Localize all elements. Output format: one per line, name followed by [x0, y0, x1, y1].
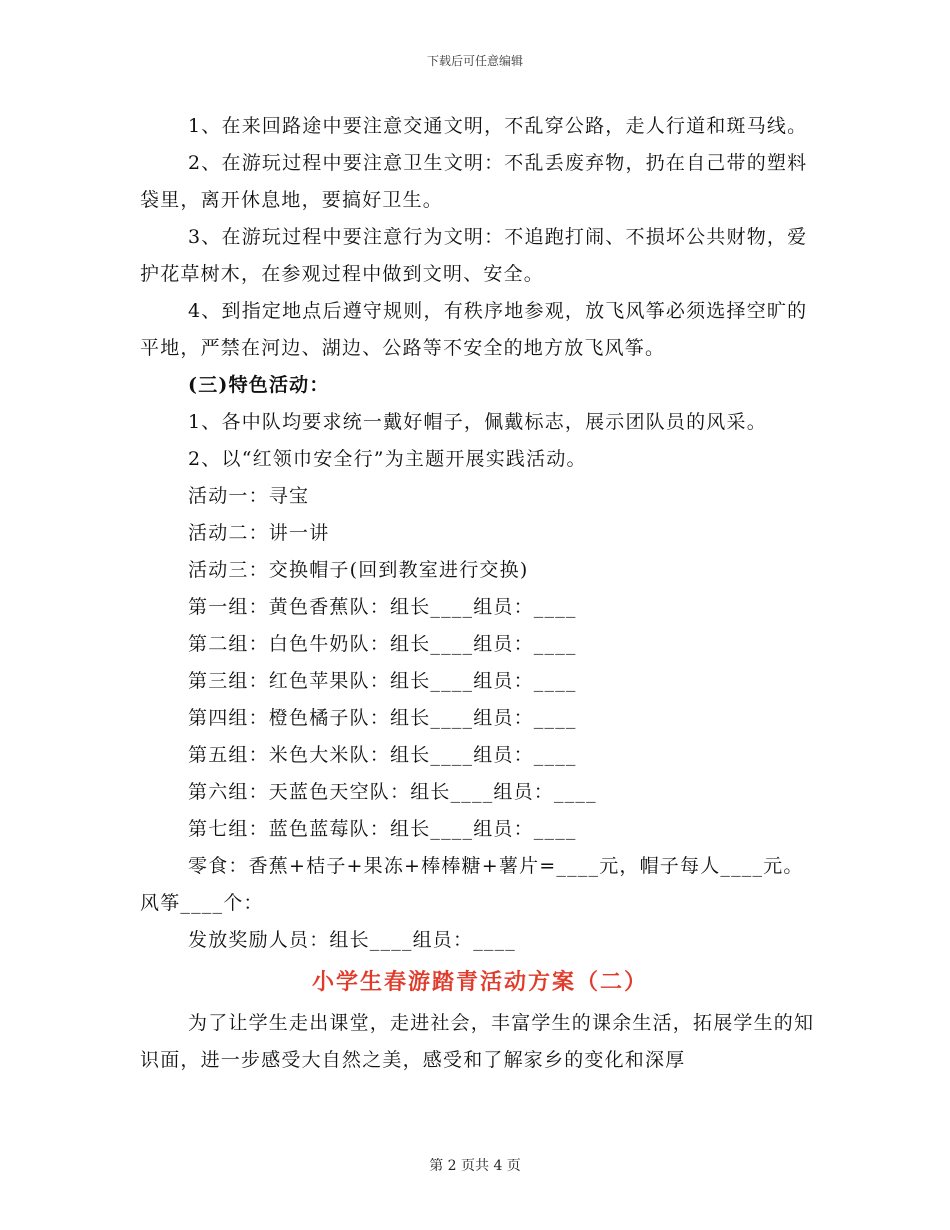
- section-title: 小学生春游踏青活动方案（二）: [311, 969, 648, 995]
- activity-three: 活动三：交换帽子(回到教室进行交换): [188, 559, 529, 581]
- rule-visit: 4、到指定地点后遵守规则，有秩序地参观，放飞风筝必须选择空旷的平地，严禁在河边、湖边、公路等不安全的地方放飞风筝。: [140, 300, 808, 359]
- group-7: 第七组：蓝色蓝莓队：组长____组员：____: [188, 818, 577, 840]
- activity-two: 活动二：讲一讲: [188, 522, 330, 544]
- page-footer: 第 2 页共 4 页: [429, 1158, 521, 1174]
- activity-item-hats: 1、各中队均要求统一戴好帽子，佩戴标志，展示团队员的风采。: [188, 411, 767, 433]
- group-5: 第五组：米色大米队：组长____组员：____: [188, 744, 577, 766]
- section-heading-special-activities: (三)特色活动：: [188, 374, 330, 396]
- activity-item-theme: 2、以“红领巾安全行”为主题开展实践活动。: [188, 448, 587, 470]
- document-body: [140, 108, 820, 1079]
- snacks-budget: 零食：香蕉+桔子+果冻+棒棒糖+薯片=____元，帽子每人____元。风筝____个：: [140, 855, 804, 914]
- rule-behavior: 3、在游玩过程中要注意行为文明：不追跑打闹、不损坏公共财物，爱护花草树木，在参观过程中做到文明、安全。: [140, 226, 808, 285]
- group-3: 第三组：红色苹果队：组长____组员：____: [188, 670, 577, 692]
- rule-traffic: 1、在来回路途中要注意交通文明，不乱穿公路，走人行道和斑马线。: [188, 115, 808, 137]
- page-header: 下载后可任意编辑: [426, 54, 523, 68]
- activity-one: 活动一：寻宝: [188, 485, 310, 507]
- award-staff: 发放奖励人员：组长____组员：____: [188, 929, 517, 951]
- group-1: 第一组：黄色香蕉队：组长____组员：____: [188, 596, 577, 618]
- group-6: 第六组：天蓝色天空队：组长____组员：____: [188, 781, 597, 803]
- group-4: 第四组：橙色橘子队：组长____组员：____: [188, 707, 577, 729]
- intro-paragraph: 为了让学生走出课堂，走进社会，丰富学生的课余生活，拓展学生的知识面，进一步感受大自然之美，感受和了解家乡的变化和深厚: [140, 1012, 815, 1071]
- group-2: 第二组：白色牛奶队：组长____组员：____: [188, 633, 577, 655]
- rule-hygiene: 2、在游玩过程中要注意卫生文明：不乱丢废弃物，扔在自己带的塑料袋里，离开休息地，要搞好卫生。: [140, 152, 808, 211]
